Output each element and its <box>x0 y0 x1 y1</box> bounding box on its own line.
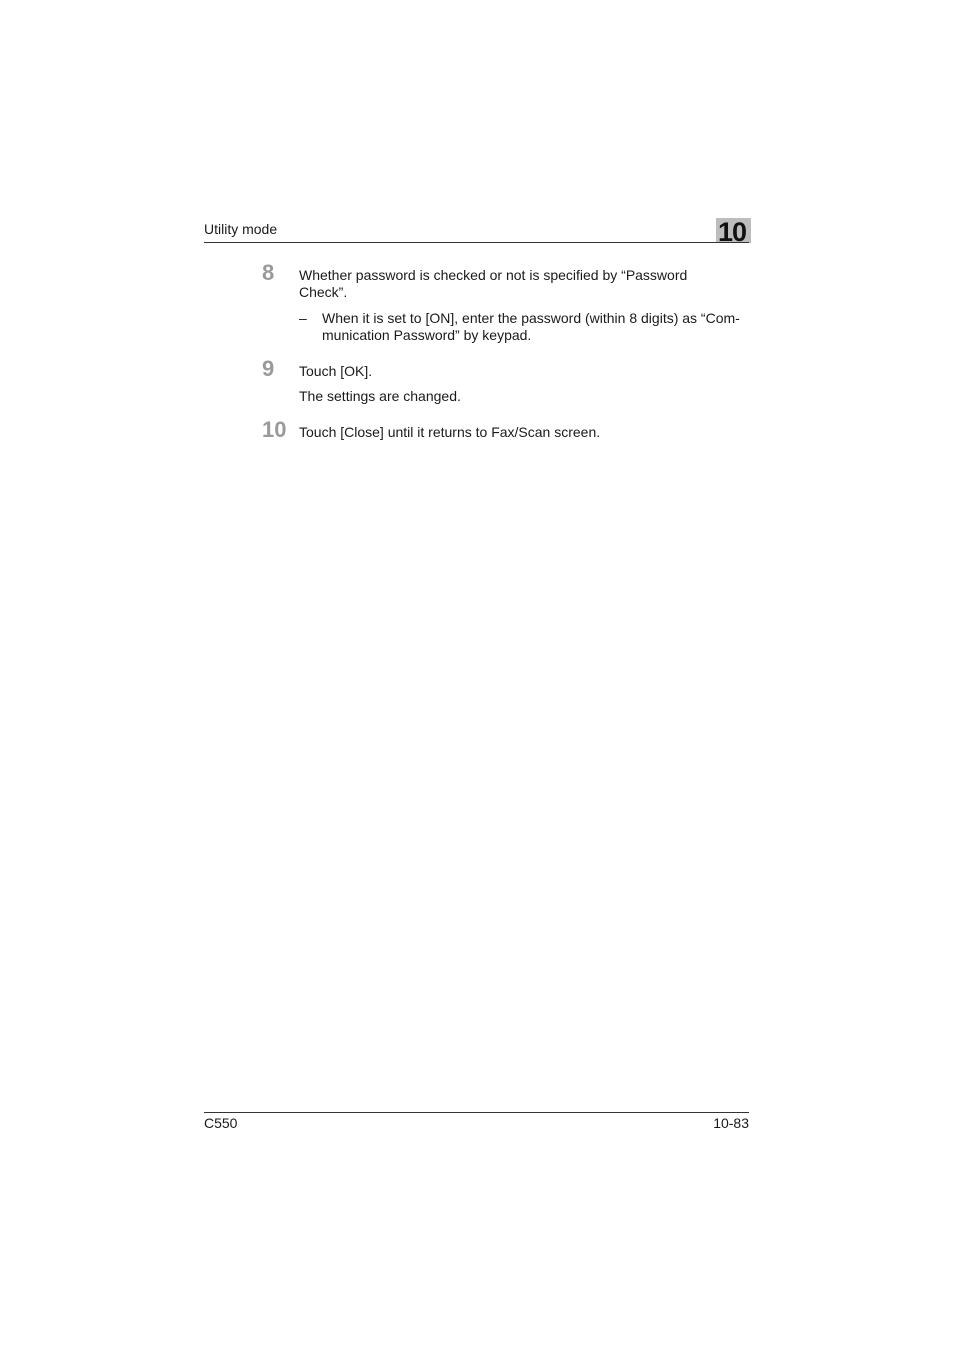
footer-model: C550 <box>204 1115 238 1131</box>
chapter-number: 10 <box>718 217 747 247</box>
step-10-text: Touch [Close] until it returns to Fax/Scan screen. <box>299 424 601 440</box>
step-9-text: Touch [OK]. <box>299 363 373 379</box>
header-divider <box>204 242 749 243</box>
step-number-9: 9 <box>262 356 275 381</box>
step-9-result: The settings are changed. <box>299 388 461 404</box>
sub-bullet-marker: – <box>299 310 307 326</box>
section-title: Utility mode <box>204 221 278 237</box>
step-number-8: 8 <box>262 260 275 285</box>
sub-bullet-line-1: When it is set to [ON], enter the password (within 8 digits) as “Com- <box>322 310 740 326</box>
step-number-10: 10 <box>262 417 287 442</box>
sub-bullet-line-2: munication Password” by keypad. <box>322 327 532 343</box>
footer-divider <box>204 1112 749 1113</box>
step-8-text-line-2: Check”. <box>299 284 348 300</box>
footer-page-number: 10-83 <box>713 1115 749 1131</box>
step-8-text-line-1: Whether password is checked or not is specified by “Password <box>299 267 688 283</box>
